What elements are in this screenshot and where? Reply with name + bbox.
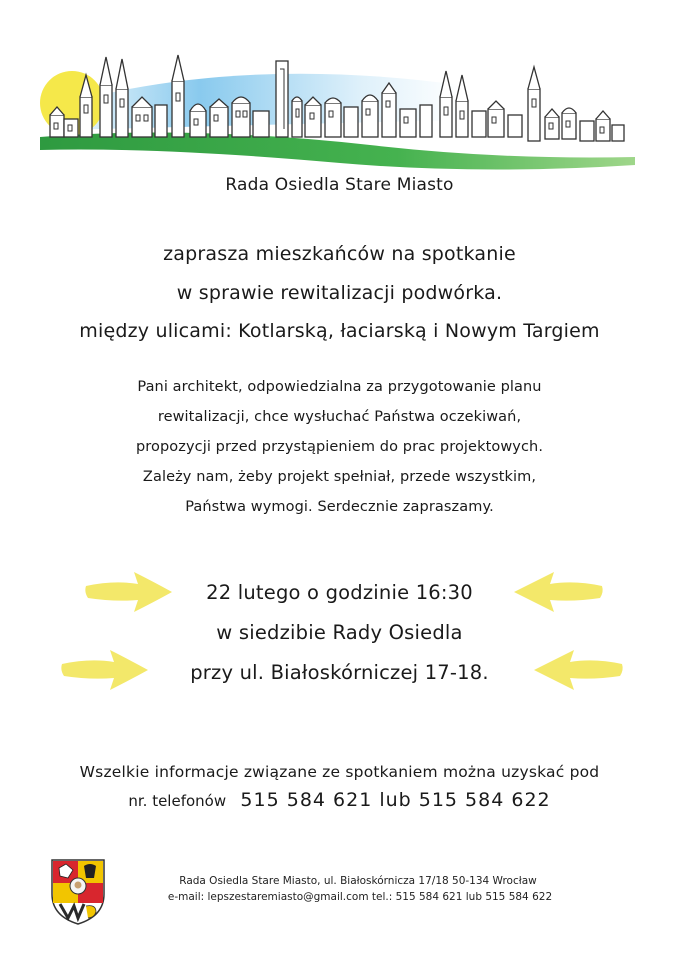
event-place: w siedzibie Rady Osiedla xyxy=(216,621,463,644)
wroclaw-coat-of-arms-icon xyxy=(48,856,108,926)
headline-line-1: zaprasza mieszkańców na spotkanie xyxy=(163,243,516,265)
body-line-3: propozycji przed przystąpieniem do prac projektowych. xyxy=(135,439,544,455)
body-line-4: Zależy nam, żeby projekt spełniał, przede wszystkim, xyxy=(142,469,537,485)
info-phones-line xyxy=(0,789,679,811)
headline-line-3: między ulicami: Kotlarską, łaciarską i Nowym Targiem xyxy=(79,320,600,342)
event-address: przy ul. Białoskórniczej 17-18. xyxy=(190,661,489,684)
footer-address: Rada Osiedla Stare Miasto, ul. Białoskórnicza 17/18 50-134 Wrocław xyxy=(179,875,537,887)
organization-title: Rada Osiedla Stare Miasto xyxy=(225,175,454,195)
event-date-time: 22 lutego o godzinie 16:30 xyxy=(206,581,473,604)
body-line-1: Pani architekt, odpowiedzialna za przygotowanie planu xyxy=(137,379,542,395)
phone-numbers: 515 584 621 lub 515 584 622 xyxy=(240,789,551,811)
footer-contact: e-mail: lepszestaremiasto@gmail.com tel.: 515 584 621 lub 515 584 622 xyxy=(167,891,553,903)
headline-line-2: w sprawie rewitalizacji podwórka. xyxy=(176,282,503,304)
body-line-2: rewitalizacji, chce wysłuchać Państwa oczekiwań, xyxy=(157,409,522,425)
info-text: Wszelkie informacje związane ze spotkaniem można uzyskać pod xyxy=(79,763,600,781)
body-line-5: Państwa wymogi. Serdecznie zapraszamy. xyxy=(185,499,494,515)
city-skyline-illustration xyxy=(40,45,640,175)
phones-label: nr. telefonów xyxy=(128,792,227,810)
